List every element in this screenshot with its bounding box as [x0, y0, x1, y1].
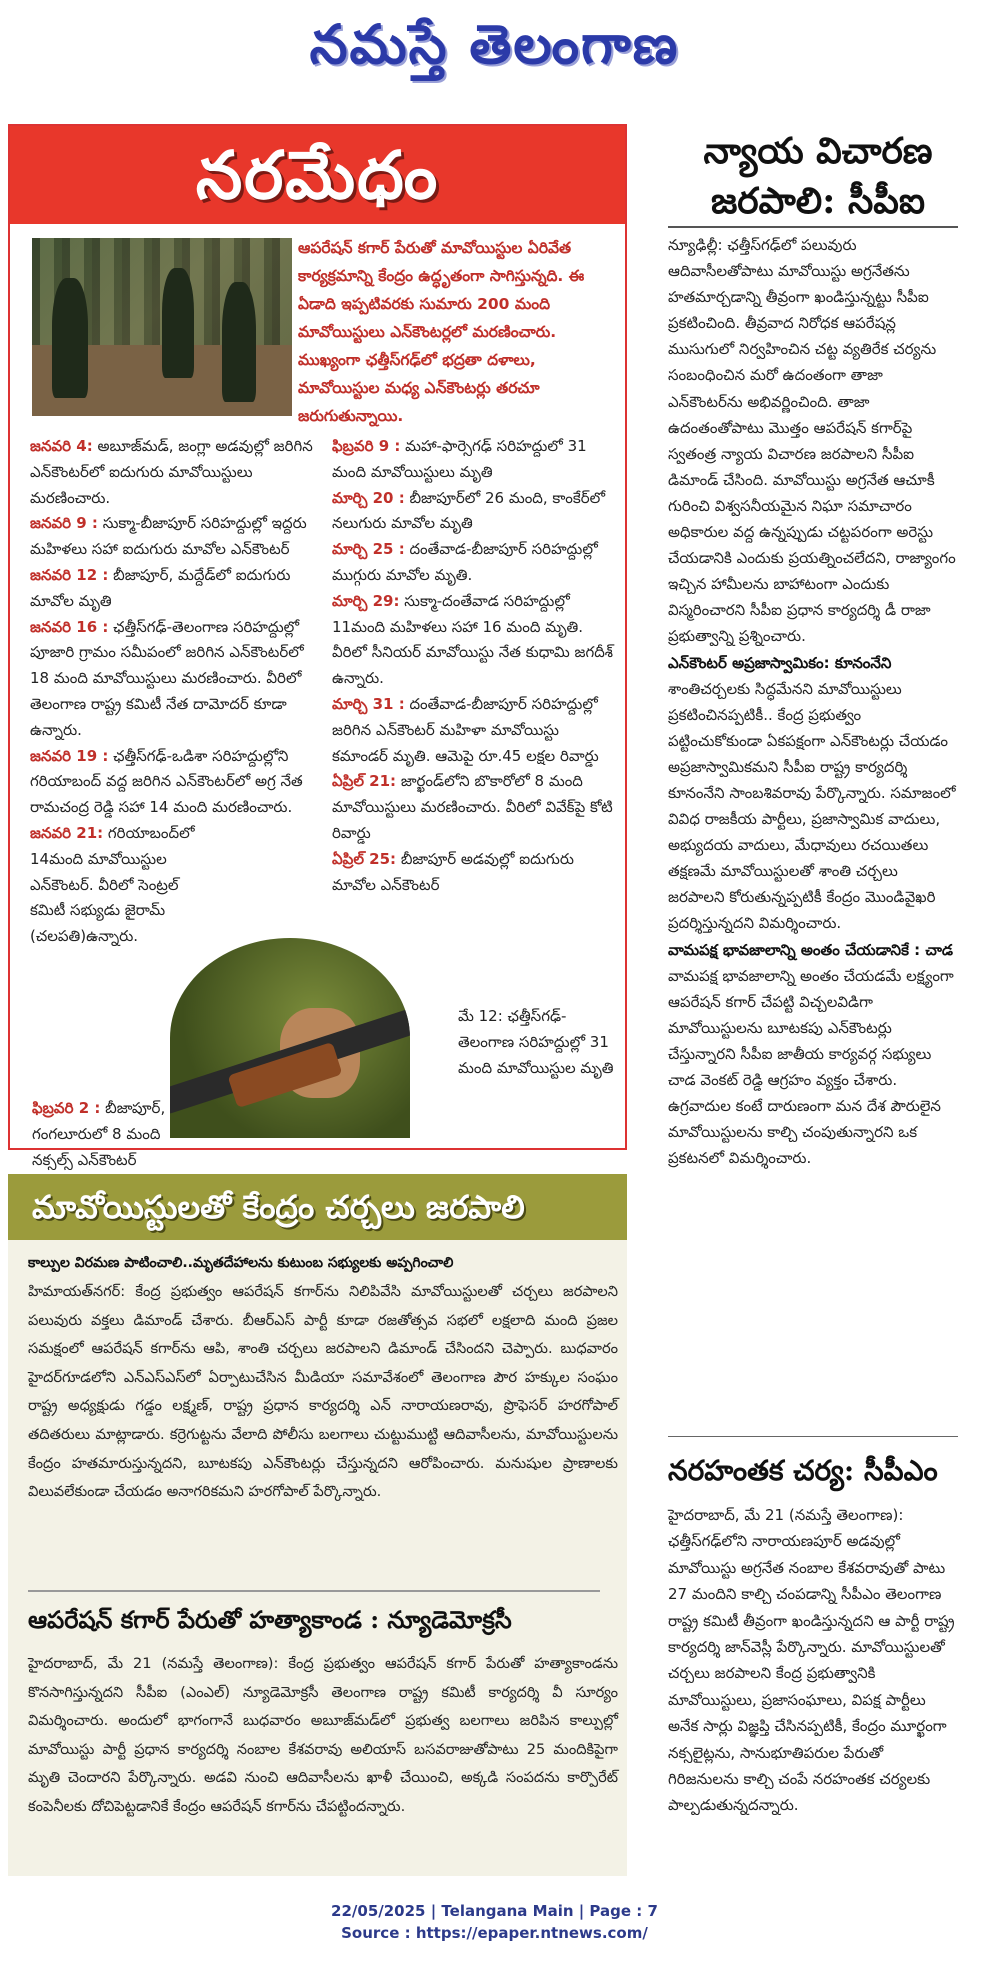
paragraph: ఎన్‌కౌంటర్ అప్రజాస్వామికం: కూనంనేని శాంతిచర్చలకు సిద్ధమేనని మావోయిస్టులు ప్రకటించినప్పటికీ.. కేంద్ర ప్రభుత్వం పట్టించుకోకుండా ఏకపక్షంగా ఎన్‌కౌంటర్లు చేయడం అప్రజాస్వామికమని సీపీఐ రాష్ట్ర కార్యదర్శి కూనంనేని సాంబశివరావు పేర్కొన్నారు. సమాజంలో వివిధ రాజకీయ పార్టీలు, ప్రజాస్వామిక వాదులు, అభ్యుదయ వాదులు, మేధావులు రచయితలు తక్షణమే మావోయిస్టులతో శాంతి చర్చలు జరపాలని కోరుతున్నప్పటికీ కేంద్రం మొండివైఖరి ప్రదర్శిస్తున్నదని విమర్శించారు.: [668, 653, 956, 933]
list-item: ఫిబ్రవరి 9 : మహా-ఫార్సెగఢ్ సరిహద్దులో 31 మంది మావోయిస్టులు మృతి: [332, 437, 587, 481]
list-item: జనవరి 4: అబూజ్‌మడ్, జంగ్లా అడవుల్లో జరిగిన ఎన్‌కౌంటర్‌లో ఐదుగురు మావోయిస్టులు మరణించారు.: [30, 437, 313, 507]
mid-article-body: హిమాయత్‌నగర్: కేంద్ర ప్రభుత్వం ఆపరేషన్ కగార్‌ను నిలిపివేసి మావోయిస్టులతో చర్చలు జరపాలని పలువురు వక్తలు డిమాండ్ చేశారు. బీఆర్‌ఎస్ పార్టీ కూడా రజతోత్సవ సభలో లక్షలాది మంది ప్రజల సమక్షంలో ఆపరేషన్ కగార్‌ను ఆపి, శాంతి చర్చలు జరపాలని డిమాండ్ చేసిందని చెప్పారు. బుధవారం హైదర్‌గూడలోని ఎన్‌ఎస్‌ఎస్‌లో ఏర్పాటుచేసిన మీడియా సమావేశంలో తెలంగాణ పౌర హక్కుల సంఘం రాష్ట్ర అధ్యక్షుడు గడ్డం లక్ష్మణ్, రాష్ట్ర ప్రధాన కార్యదర్శి ఎన్ నారాయణరావు, ప్రొఫెసర్ హరగోపాల్ తదితరులు మాట్లాడారు. కర్రెగుట్టను వేలాది పోలీసు బలగాలు చుట్టుముట్టి ఆదివాసీలను, మావోయిస్టులను కేంద్రం హతమారుస్తున్నదని, బూటకపు ఎన్‌కౌంటర్లు చేస్తున్నదని ఆరోపించారు. మనుషుల ప్రాణాలకు విలువలేకుండా చేయడం అనాగరికమని హరగోపాల్ పేర్కొన్నారు.: [28, 1283, 618, 1501]
mid-article-2-title: ఆపరేషన్ కగార్ పేరుతో హత్యాకాండ : న్యూడెమోక్రసీ: [28, 1605, 512, 1634]
list-item: జనవరి 12 : బీజాపూర్, మద్దేడ్‌లో ఐదుగురు మావోల మృతి: [30, 565, 291, 610]
list-item: మార్చి 29: సుక్మా-దంతేవాడ సరిహద్దుల్లో 11మంది మహిళలు సహా 16 మంది మృతి. వీరిలో సీనియర్ మావోయిస్టు నేత కుధామి జగదీశ్ ఉన్నారు.: [332, 591, 614, 688]
paragraph: న్యూఢిల్లీ: ఛత్తీస్‌గఢ్‌లో పలువురు ఆదివాసీలతోపాటు మావోయిస్టు అగ్రనేతను హతమార్చడాన్ని తీవ్రంగా ఖండిస్తున్నట్టు సీపీఐ ప్రకటించింది. తీవ్రవాద నిరోధక ఆపరేషన్ల ముసుగులో నిర్వహించిన చట్ట వ్యతిరేక చర్యను సంబంధించిన మరో ఉదంతంగా తాజా ఎన్‌కౌంటర్‌ను అభివర్ణించింది. తాజా ఉదంతంతోపాటు మొత్తం ఆపరేషన్ కగార్‌పై స్వతంత్ర న్యాయ విచారణ జరపాలని సీపీఐ డిమాండ్ చేసింది. మావోయిస్టు అగ్రనేత ఆచూకీ గురించి విశ్వసనీయమైన నిఘా సమాచారం అధికారుల వద్ద ఉన్నప్పుడు చట్టపరంగా అరెస్టు చేయడానికి ఎందుకు ప్రయత్నించలేదని, రాజ్యాంగం ఇచ్చిన హామీలను బాహాటంగా ఎందుకు విస్మరించారని సీపీఐ ప్రధాన కార్యదర్శి డీ రాజా ప్రభుత్వాన్ని ప్రశ్నించారు.: [668, 236, 956, 646]
masthead-title: నమస్తే తెలంగాణ: [309, 12, 680, 76]
list-item: మార్చి 25 : దంతేవాడ-బీజాపూర్ సరిహద్దుల్లో ముగ్గురు మావోల మృతి.: [332, 540, 598, 584]
masthead: [0, 0, 989, 90]
lead-column-1: [30, 434, 325, 950]
soldiers-photo: [32, 238, 292, 416]
mid-headline: మావోయిస్టులతో కేంద్రం చర్చలు జరపాలి: [32, 1188, 525, 1226]
lead-column-1-tail: [32, 1096, 172, 1173]
footer-date-line: 22/05/2025 | Telangana Main | Page : 7: [331, 1902, 658, 1920]
list-item: మే 12: ఛత్తీస్‌గఢ్-తెలంగాణ సరిహద్దుల్లో 31 మంది మావోయిస్టుల మృతి: [458, 1007, 614, 1077]
list-item: ఏప్రిల్ 21: జార్ఖండ్‌లోని బొకారోలో 8 మంది మావోయిస్టులు మరణించారు. వీరిలో వివేక్‌పై కోటి రివార్డు: [332, 772, 613, 842]
lead-column-2: [332, 434, 617, 898]
divider: [28, 1590, 600, 1592]
list-item: ఏప్రిల్ 25: బీజాపూర్ అడవుల్లో ఐదుగురు మావోల ఎన్‌కౌంటర్: [332, 849, 574, 894]
mid-article-2-body: హైదరాబాద్, మే 21 (నమస్తే తెలంగాణ): కేంద్ర ప్రభుత్వం ఆపరేషన్ కగార్ పేరుతో హత్యాకాండను కొనసాగిస్తున్నదని సీపీఐ (ఎంఎల్) న్యూడెమోక్రసీ తెలంగాణ రాష్ట్ర కమిటీ కార్యదర్శి వీ సూర్యం విమర్శించారు. అందులో భాగంగానే బుధవారం అబూజ్‌మడ్‌లో ప్రభుత్వ బలగాలు జరిపిన కాల్పుల్లో మావోయిస్టు పార్టీ ప్రధాన కార్యదర్శి నంబాల కేశవరావు అలియాస్ బసవరాజుతోపాటు 25 మందికిపైగా మృతి చెందారని పేర్కొన్నారు. అడవి నుంచి ఆదివాసీలను ఖాళీ చేయించి, అక్కడి సంపదను కార్పొరేట్ కంపెనీలకు దోచిపెట్టడానికే కేంద్రం ఆపరేషన్ కగార్‌ను చేపట్టిందన్నారు.: [28, 1655, 618, 1815]
right-article-title: న్యాయ విచారణ జరపాలి: సీపీఐ: [703, 130, 933, 222]
right-article-2-body: హైదరాబాద్, మే 21 (నమస్తే తెలంగాణ): ఛత్తీస్‌గఢ్‌లోని నారాయణపూర్ అడవుల్లో మావోయిస్టు అగ్రనేత నంబాల కేశవరావుతో పాటు 27 మందిని కాల్చి చంపడాన్ని సీపీఎం తెలంగాణ రాష్ట్ర కమిటీ తీవ్రంగా ఖండిస్తున్నదని ఆ పార్టీ రాష్ట్ర కార్యదర్శి జాన్‌వెస్లీ పేర్కొన్నారు. మావోయిస్టులతో చర్చలు జరపాలని కేంద్ర ప్రభుత్వానికి మావోయిస్టులు, ప్రజాసంఘాలు, విపక్ష పార్టీలు అనేక సార్లు విజ్ఞప్తి చేసినప్పటికీ, కేంద్రం మూర్ఖంగా నక్సలైట్లను, సానుభూతిపరుల పేరుతో గిరిజనులను కాల్చి చంపే నరహంతక చర్యలకు పాల్పడుతున్నదన్నారు.: [668, 1506, 955, 1815]
list-item: ఫిబ్రవరి 2 : బీజాపూర్, గంగలూరులో 8 మంది నక్సల్స్ ఎన్‌కౌంటర్: [32, 1099, 166, 1169]
divider: [668, 1436, 958, 1437]
mid-subheadline: కాల్పుల విరమణ పాటించాలి..మృతదేహాలను కుటుంబ సభ్యులకు అప్పగించాలి: [28, 1255, 454, 1271]
list-item: జనవరి 9 : సుక్మా-బీజాపూర్ సరిహద్దుల్లో ఇద్దరు మహిళలు సహా ఐదుగురు మావోల ఎన్‌కౌంటర్: [30, 514, 307, 559]
list-item: జనవరి 21: గరియాబంద్‌లో 14మంది మావోయిస్టుల ఎన్‌కౌంటర్. వీరిలో సెంట్రల్ కమిటీ సభ్యుడు జైరామ్ (చలపతి)ఉన్నారు.: [30, 823, 195, 946]
list-item: మార్చి 31 : దంతేవాడ-బీజాపూర్ సరిహద్దుల్లో జరిగిన ఎన్‌కౌంటర్ మహిళా మావోయిస్టు కమాండర్ మృతి. ఆమెపై రూ.45 లక్షల రివార్డు: [332, 694, 599, 765]
lead-headline: నరమేధం: [195, 136, 440, 214]
paragraph: వామపక్ష భావజాలాన్ని అంతం చేయడానికే : చాడ: [668, 940, 953, 959]
footer-source-link[interactable]: Source : https://epaper.ntnews.com/: [341, 1924, 648, 1942]
divider: [668, 226, 958, 228]
mid-headline-banner: [8, 1174, 627, 1240]
lead-headline-banner: [10, 126, 625, 224]
paragraph: వామపక్ష భావజాలాన్ని అంతం చేయడమే లక్ష్యంగా ఆపరేషన్ కగార్ చేపట్టి విచ్చలవిడిగా మావోయిస్టులను బూటకపు ఎన్‌కౌంటర్లు చేస్తున్నారని సీపీఐ జాతీయ కార్యవర్గ సభ్యులు చాడ వెంకట్ రెడ్డి ఆగ్రహం వ్యక్తం చేశారు. ఉగ్రవాదుల కంటే దారుణంగా మన దేశ పౌరులైన మావోయిస్టులను కాల్చి చంపుతున్నారని ఒక ప్రకటనలో విమర్శించారు.: [668, 966, 954, 1168]
list-item: జనవరి 16 : ఛత్తీస్‌గఢ్-తెలంగాణ సరిహద్దుల్లో పూజారి గ్రామం సమీపంలో జరిగిన ఎన్‌కౌంటర్‌లో 18 మంది మావోయిస్టులు మరణించారు. వీరిలో తెలంగాణ రాష్ట్ర కమిటీ నేత దామోదర్ కూడా ఉన్నారు.: [30, 617, 304, 739]
list-item: జనవరి 19 : ఛత్తీస్‌గఢ్-ఒడిశా సరిహద్దుల్లోని గరియాబంద్ వద్ద జరిగిన ఎన్‌కౌంటర్‌లో అగ్ర నేత రామచంద్ర రెడ్డి సహా 14 మంది మరణించారు.: [30, 746, 303, 817]
page-footer: [0, 1900, 989, 1944]
right-article-2-title: నరహంతక చర్య: సీపీఎం: [668, 1454, 938, 1487]
lead-column-2-tail: [458, 1004, 618, 1081]
right-article-body: [668, 232, 958, 1171]
lead-intro: ఆపరేషన్ కగార్ పేరుతో మావోయిస్టుల ఏరివేత కార్యక్రమాన్ని కేంద్రం ఉద్ధృతంగా సాగిస్తున్నది. ఈ ఏడాది ఇప్పటివరకు సుమారు 200 మంది మావోయిస్టులు ఎన్‌కౌంటర్లలో మరణించారు. ముఖ్యంగా ఛత్తీస్‌గఢ్‌లో భద్రతా దళాలు, మావోయిస్టుల మధ్య ఎన్‌కౌంటర్లు తరచూ జరుగుతున్నాయి.: [298, 239, 585, 425]
list-item: మార్చి 20 : బీజాపూర్‌లో 26 మంది, కాంకేర్‌లో నలుగురు మావోల మృతి: [332, 488, 606, 533]
rifle-photo: [170, 938, 410, 1138]
